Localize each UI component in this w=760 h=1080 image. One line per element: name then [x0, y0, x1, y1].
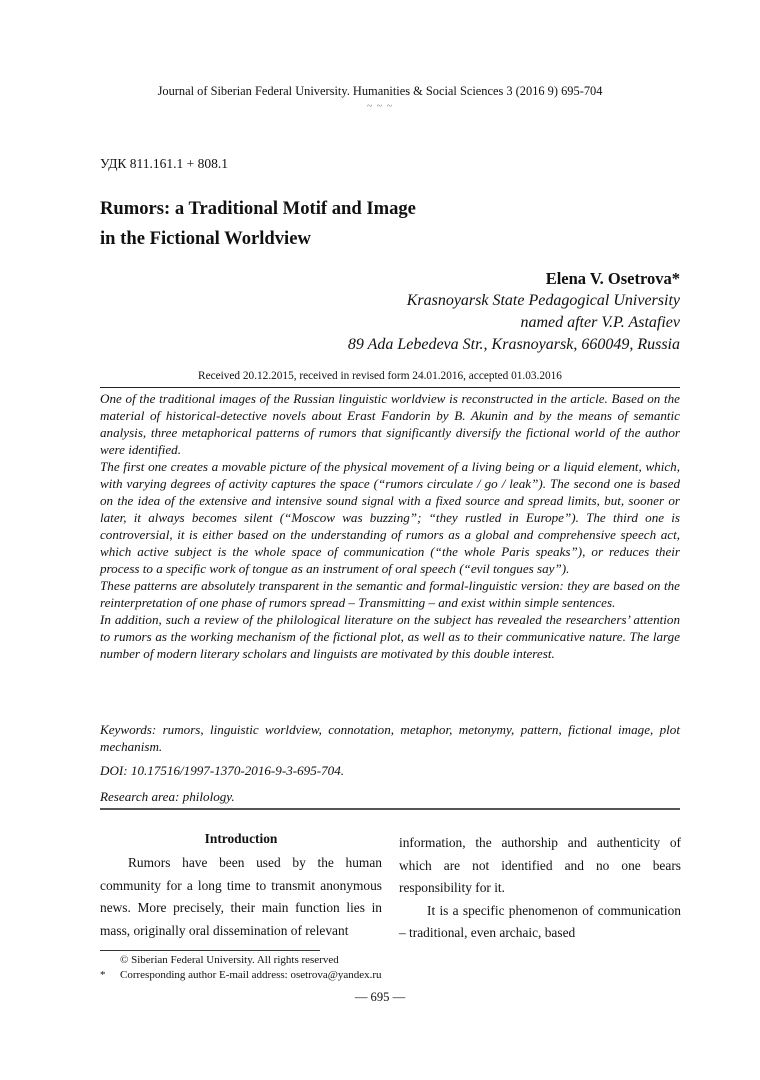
body-paragraph: information, the authorship and authenticity of which are not identified and no one bears responsibility for it.: [399, 835, 681, 895]
corresponding-author-note: Corresponding author E-mail address: osetrova@yandex.ru: [120, 969, 382, 981]
keywords: Keywords: rumors, linguistic worldview, connotation, metaphor, metonymy, pattern, fictional image, plot mechanism.: [100, 722, 680, 754]
title-line-1: Rumors: a Traditional Motif and Image: [100, 198, 416, 219]
footnote-rule: [100, 950, 320, 951]
abstract-paragraph: One of the traditional images of the Russian linguistic worldview is reconstructed in the article. Based on the material of historical-detective novels about Erast Fandorin by B. Akunin and by the means of semantic analysis, three metaphorical patterns of rumors that significantly diversify the fictional world of the author were identified.: [100, 391, 680, 457]
footnote-asterisk: *: [100, 969, 106, 981]
header-ornament: ~ ~ ~: [366, 101, 394, 112]
footnotes: [100, 953, 382, 983]
body-paragraph: It is a specific phenomenon of communication – traditional, even archaic, based: [399, 902, 681, 940]
udk-code: УДК 811.161.1 + 808.1: [100, 156, 229, 171]
affiliation-line-3: 89 Ada Lebedeva Str., Krasnoyarsk, 660049, Russia: [347, 336, 680, 353]
article-title: [100, 194, 416, 254]
abstract-top-rule: [100, 387, 680, 388]
copyright-note: © Siberian Federal University. All rights reserved: [120, 954, 339, 966]
page-number: — 695 —: [354, 990, 406, 1004]
body-right-column: [399, 832, 681, 945]
abstract-paragraph: The first one creates a movable picture of the physical movement of a living being or a liquid element, which, with varying degrees of activity captures the space (“rumors circulate / go / leak”). The second one is based on the idea of the extensive and intensive sound signal with a fixed source and spread limits, but, sooner or later, it always becomes silent (“Moscow was buzzing”; “they rustled in Europe”). The third one is controversial, it is either based on the understanding of rumors as a global and comprehensive speech act, which active subject is the whole space of communication (“the whole Paris speaks”), or reduces their process to a specific work of tongue as an instrument of oral speech (“evil tongues say”).: [100, 459, 680, 576]
abstract-paragraph: In addition, such a review of the philological literature on the subject has revealed the researchers’ attention to rumors as the working mechanism of the fictional plot, as well as to their communicative nature. The large number of modern literary scholars and linguists are motivated by this double interest.: [100, 612, 680, 661]
research-area: Research area: philology.: [100, 789, 235, 804]
received-dates: Received 20.12.2015, received in revised form 24.01.2016, accepted 01.03.2016: [198, 370, 562, 382]
author-name: Elena V. Osetrova*: [545, 269, 680, 288]
section-heading-introduction: Introduction: [204, 831, 278, 846]
abstract-bottom-rule: [100, 808, 680, 810]
body-left-column: [100, 852, 382, 942]
journal-header: Journal of Siberian Federal University. Humanities & Social Sciences 3 (2016 9) 695-704: [157, 84, 603, 98]
author-block: [348, 268, 680, 356]
affiliation-line-1: Krasnoyarsk State Pedagogical University: [406, 292, 680, 309]
abstract-paragraph: These patterns are absolutely transparent in the semantic and formal-linguistic version: they are based on the reinterpretation of one phase of rumors spread – Transmitting – and exist within simple sentences.: [100, 578, 680, 610]
abstract: [100, 390, 680, 662]
title-line-2: in the Fictional Worldview: [100, 228, 311, 249]
affiliation-line-2: named after V.P. Astafiev: [520, 314, 680, 331]
doi: DOI: 10.17516/1997-1370-2016-9-3-695-704.: [100, 763, 345, 778]
body-paragraph: Rumors have been used by the human community for a long time to transmit anonymous news. More precisely, their main function lies in mass, originally oral dissemination of relevant: [100, 855, 382, 938]
